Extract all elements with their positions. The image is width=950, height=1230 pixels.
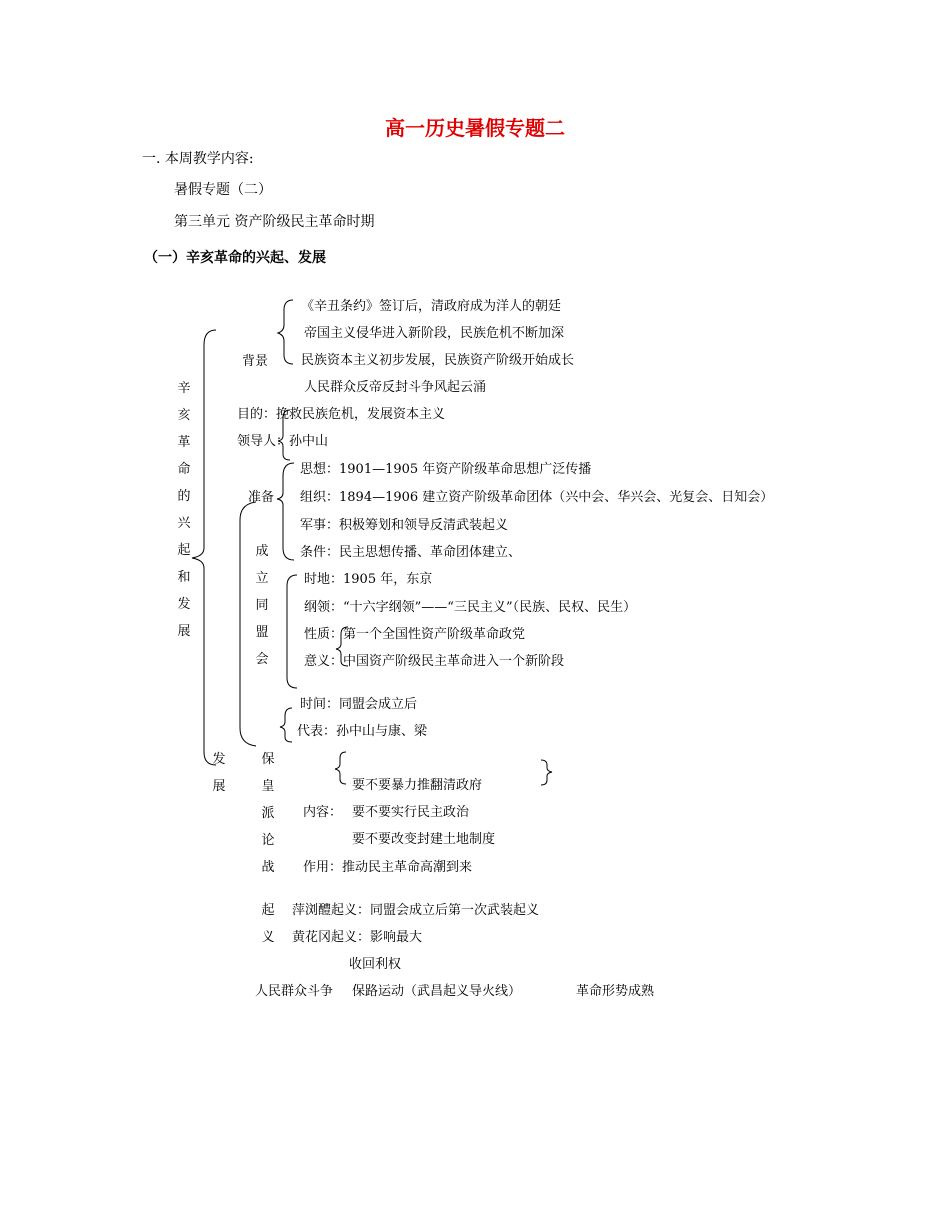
debate-label: 保 皇 派 论 战 [261, 752, 275, 875]
content-close-brace [541, 760, 552, 785]
preparation-item: 军事：积极筹划和领导反清武装起义 [300, 518, 509, 533]
railway-movement: 保路运动（武昌起义导火线） [352, 984, 522, 999]
league-item: 性质：第一个全国性资产阶级革命政党 [304, 627, 526, 642]
debate-time-brace [280, 708, 292, 742]
debate-content-item: 要不要实行民主政治 [352, 805, 470, 820]
league-item: 纲领：“十六字纲领”——“三民主义”（民族、民权、民生） [304, 600, 637, 615]
preparation-item: 条件：民主思想传播、革命团体建立、 [300, 545, 522, 560]
background-label: 背景 [242, 354, 269, 369]
preparation-brace [277, 463, 294, 560]
intro-line-1: 一. 本周教学内容: [142, 151, 254, 167]
league-item: 时地：1905 年，东京 [304, 572, 433, 587]
debate-effect: 作用：推动民主革命高潮到来 [303, 860, 473, 875]
uprising-item: 黄花冈起义：影响最大 [292, 930, 423, 945]
intro-line-3: 第三单元 资产阶级民主革命时期 [174, 214, 375, 230]
debate-content-item: 要不要暴力推翻清政府 [352, 778, 483, 793]
league-brace [287, 575, 297, 688]
background-item: 民族资本主义初步发展，民族资产阶级开始成长 [301, 353, 575, 368]
debate-content-item: 要不要改变封建土地制度 [352, 832, 496, 847]
intro-line-2: 暑假专题（二） [174, 182, 272, 198]
background-item: 帝国主义侵华进入新阶段，民族危机不断加深 [304, 326, 565, 341]
people-struggle-label: 人民群众斗争 [255, 984, 334, 999]
revolution-result: 革命形势成熟 [576, 984, 655, 999]
background-brace [278, 300, 293, 364]
debate-content-label: 内容： [303, 805, 343, 820]
section-heading: （一）辛亥革命的兴起、发展 [144, 250, 326, 266]
recover-rights: 收回利权 [349, 957, 402, 972]
development-label: 发 展 [212, 752, 226, 794]
preparation-label: 准备 [248, 490, 275, 505]
league-label: 成 立 同 盟 会 [255, 544, 269, 667]
content-open-brace [335, 752, 346, 784]
uprisings-label: 起 义 [261, 903, 275, 945]
preparation-item: 思想：1901—1905 年资产阶级革命思想广泛传播 [300, 462, 592, 477]
league-item: 意义：中国资产阶级民主革命进入一个新阶段 [304, 654, 565, 669]
background-item: 《辛丑条约》签订后，清政府成为洋人的朝廷 [301, 299, 562, 314]
page-title: 高一历史暑假专题二 [385, 116, 565, 140]
purpose-text: 目的：挽救民族危机，发展资本主义 [237, 407, 446, 422]
root-label: 辛 亥 革 命 的 兴 起 和 发 展 [177, 381, 191, 639]
preparation-item: 组织：1894—1906 建立资产阶级革命团体（兴中会、华兴会、光复会、日知会） [300, 490, 774, 505]
leader-text: 领导人：孙中山 [237, 434, 329, 449]
background-item: 人民群众反帝反封斗争风起云涌 [304, 380, 487, 395]
debate-time: 时间：同盟会成立后 [300, 697, 418, 712]
root-brace [192, 330, 216, 765]
uprising-item: 萍浏醴起义：同盟会成立后第一次武装起义 [292, 903, 540, 918]
debate-reps: 代表：孙中山与康、梁 [297, 724, 428, 739]
